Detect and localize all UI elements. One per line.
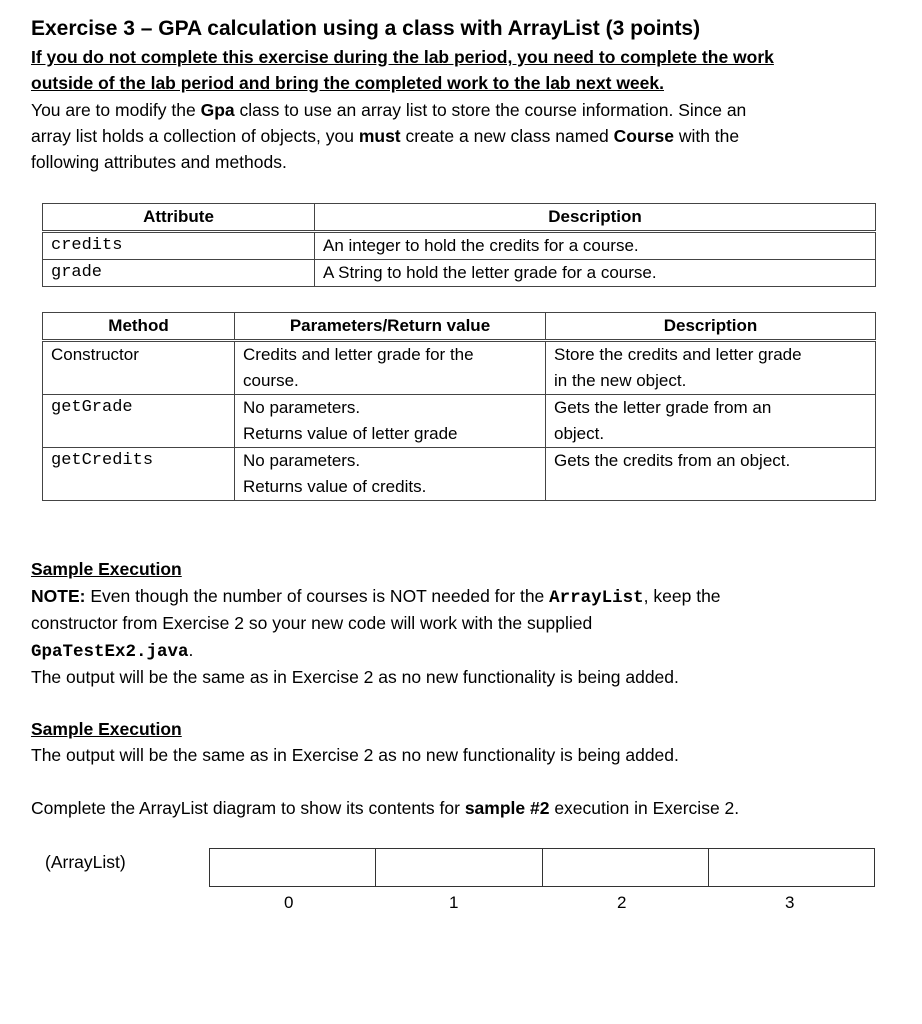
arraylist-cell-2[interactable]	[543, 849, 709, 886]
method-name: getCredits	[43, 448, 235, 501]
method-desc: Gets the credits from an object.	[546, 448, 876, 501]
method-desc: Gets the letter grade from an object.	[546, 395, 876, 448]
attr-desc: A String to hold the letter grade for a course.	[315, 260, 876, 287]
warning-line-1: If you do not complete this exercise during the lab period, you need to complete the work	[31, 47, 774, 67]
arraylist-cell-1[interactable]	[376, 849, 542, 886]
arraylist-label: (ArrayList)	[45, 852, 126, 872]
attribute-table	[42, 203, 876, 287]
index-label: 0	[284, 893, 294, 912]
method-name: getGrade	[43, 395, 235, 448]
arraylist-diagram	[209, 848, 875, 887]
sample-heading-2: Sample Execution	[31, 719, 182, 739]
header-attribute: Attribute	[43, 204, 315, 232]
method-desc: Store the credits and letter grade in the new object.	[546, 341, 876, 395]
header-params: Parameters/Return value	[235, 313, 546, 341]
intro-line-3: following attributes and methods.	[31, 152, 287, 172]
note-line-3: GpaTestEx2.java.	[31, 640, 194, 662]
index-label: 3	[785, 893, 795, 912]
note-line-4: The output will be the same as in Exercise 2 as no new functionality is being added.	[31, 667, 679, 687]
note-line-1: NOTE: Even though the number of courses is NOT needed for the ArrayList, keep the	[31, 586, 721, 608]
note-line-2: constructor from Exercise 2 so your new code will work with the supplied	[31, 613, 593, 633]
table-row	[43, 448, 876, 501]
index-label: 1	[449, 893, 459, 912]
index-label: 2	[617, 893, 627, 912]
table-row	[43, 341, 876, 395]
intro-line-1: You are to modify the Gpa class to use an array list to store the course information. Since an	[31, 100, 747, 120]
attr-name: credits	[43, 232, 315, 260]
method-table	[42, 312, 876, 501]
sample-heading-1: Sample Execution	[31, 559, 182, 579]
warning-line-2: outside of the lab period and bring the completed work to the lab next week.	[31, 73, 664, 93]
arraylist-cell-0[interactable]	[210, 849, 376, 886]
table-row	[43, 260, 876, 287]
arraylist-cell-3[interactable]	[709, 849, 874, 886]
table-row	[43, 232, 876, 260]
sample2-line: The output will be the same as in Exercise 2 as no new functionality is being added.	[31, 745, 679, 765]
header-description: Description	[546, 313, 876, 341]
header-description: Description	[315, 204, 876, 232]
attr-desc: An integer to hold the credits for a course.	[315, 232, 876, 260]
attr-name: grade	[43, 260, 315, 287]
method-params: No parameters. Returns value of letter grade	[235, 395, 546, 448]
method-name: Constructor	[43, 341, 235, 395]
table-row	[43, 395, 876, 448]
method-params: No parameters. Returns value of credits.	[235, 448, 546, 501]
intro-line-2: array list holds a collection of objects, you must create a new class named Course with the	[31, 126, 740, 146]
header-method: Method	[43, 313, 235, 341]
exercise-title: Exercise 3 – GPA calculation using a class with ArrayList (3 points)	[31, 17, 701, 40]
method-params: Credits and letter grade for the course.	[235, 341, 546, 395]
complete-instruction: Complete the ArrayList diagram to show its contents for sample #2 execution in Exercise 2.	[31, 798, 740, 818]
